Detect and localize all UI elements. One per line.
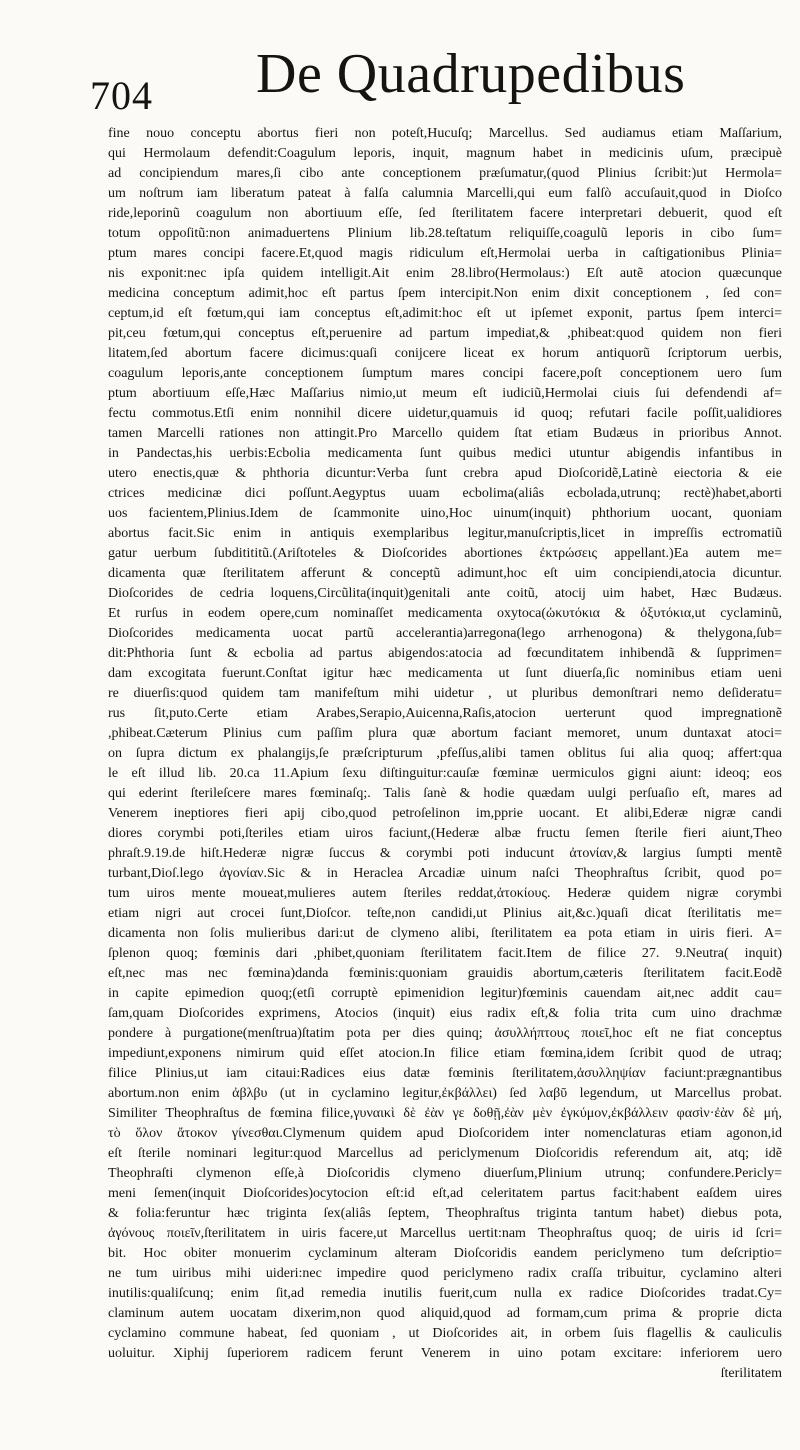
text-line: ride,leporinũ coagulum non abortiuum eſſe, ſed ſterilitatem facere interpretari debuerit, quod eſt	[108, 206, 782, 221]
text-line: ἀγόνους ποιεῖν,ſterilitatem in uiris facere,ut Marcellus uertit:nam Theophraſtus quoq; de uiris id ſcri=	[108, 1226, 782, 1241]
text-line: abortus facit.Sic enim in antiquis exemplaribus legitur,manuſcriptis,licet in impreſſis ectromatiũ	[108, 526, 782, 541]
text-line: re diuerſis:quod quidem tam manifeſtum mihi uidetur , ut pluribus demonſtrari nemo deſideratu=	[108, 686, 782, 701]
text-line: ,phibeat.Cæterum Plinius cum paſſim plura quæ abortum faciant memoret, unum duntaxat atoci=	[108, 726, 782, 741]
text-line: in Pandectas,his uerbis:Ecbolia medicamenta ſunt quibus medici utuntur abigendis infantibus in	[108, 446, 782, 461]
text-line: abortum.non enim ἀβλβυ (ut in cyclamino legitur,ἐκβάλλει) ſed λαβῦ legendum, ut Marcellus probat.	[108, 1086, 782, 1101]
text-line: ſterilitatem	[720, 1366, 782, 1381]
text-line: Venerem ineptiores fieri apij cibo,quod petroſelinon im,pprie uocant. Et alibi,Ederæ nigræ candi	[108, 806, 782, 821]
text-line: dicamenta quæ ſterilitatem afferunt & conceptũ adimunt,hoc eſt uim concipiendi,atocia dicuntur.	[108, 566, 782, 581]
text-line: ptum abortiuum eſſe,Hæc Maſſarius nimio,ut meum eſt iudiciũ,Hermolai ciuis ſui defendendi af=	[108, 386, 782, 401]
text-line: le eſt illud lib. 20.ca 11.Apium ſexu diſtinguitur:cauſæ fœminæ uermiculos gigni aiunt: ideoq; eos	[108, 766, 782, 781]
text-line: qui ederint ſterileſcere mares fœminaſq;. Talis ſanè & hodie quædam uulgi perſuaſio eſt, mares ad	[108, 786, 782, 801]
text-line: gatur uerbum ſubditititũ.(Ariſtoteles & Dioſcorides abortiones ἐκτρώσεις appellant.)Ea autem me=	[108, 546, 782, 561]
text-line: bit. Hoc obiter monuerim cyclaminum alteram Dioſcoridis eandem periclymeno tum deſcriptio=	[108, 1246, 782, 1261]
text-line: impediunt,exponens nimirum quid eſſet atocion.In filice etiam fœmina,idem ſcribit quod de utraq;	[108, 1046, 782, 1061]
text-line: nis exponit:nec ipſa quidem intelligit.Ait enim 28.libro(Hermolaus:) Eſt autẽ atocion quæcunque	[108, 266, 782, 281]
text-line: diores corymbi poti,ſteriles etiam uiros faciunt,(Hederæ albæ fructu ſemen ſterile fieri aiunt,Theo	[108, 826, 782, 841]
text-line: phraſt.9.19.de hiſt.Hederæ nigræ ſuccus & corymbi poti inducunt ἀτονίαν,& largius ſumpti mentẽ	[108, 846, 782, 861]
text-line: in capite epimedion quoq;(etſi corruptè epimenidion legitur)fœminis cauendam ait,nec addit cau=	[108, 986, 782, 1001]
text-line: um noſtrum iam liberatum pateat à falſa calumnia Marcelli,qui eum falſò accuſauit,quod in Dioſco	[108, 186, 782, 201]
page-header	[0, 43, 800, 126]
text-line: on ſupra dictum ex phalangijs,ſe præſcripturum ,pfeſſus,alibi tamen oblitus ſui alia quoq; affert:qua	[108, 746, 782, 761]
text-line: etiam nigri aut crocei ſunt,Dioſcor. teſte,non candidi,ut Plinius ait,&c.)quaſi dicat ſterilitatis me=	[108, 906, 782, 921]
text-line: coagulum leporis,ante conceptionem ſumptum mares concipi facere,poſt conceptionem uero ſum	[108, 366, 782, 381]
text-line: medicina conceptum adimit,hoc eſt partus ſpem intercipit.Non enim dixit conceptionem , ſed con=	[108, 286, 782, 301]
text-line: fectu commotus.Etſi enim nonnihil dicere uidetur,quamuis id quoq; refutari facile poſſit,ualidiores	[108, 406, 782, 421]
page-number: 704	[90, 73, 153, 118]
text-line: turbant,Dioſ.lego ἀγονίαν.Sic & in Heraclea Arcadiæ uinum naſci Theophraſtus ſcribit, quod po=	[108, 866, 782, 881]
text-line: meni ſemen(inquit Dioſcorides)ocytocion eſt:id eſt,ad celeritatem partus facit:habent eaſdem uires	[108, 1186, 782, 1201]
text-line: ptum mares concipi facere.Et,quod magis ridiculum eſt,Hermolai uerba in caſtigationibus Plinia=	[108, 246, 782, 261]
text-line: dit:Phthoria ſunt & ecbolia ad partus abigendos:atocia ad fœcunditatem inhibendã & ſupprimen=	[108, 646, 782, 661]
text-line: dicamenta non ſolis mulieribus dari:ut de clymeno alibi, ſterilitatem ea pota etiam in uiris fieri. A=	[108, 926, 782, 941]
text-line: qui Hermolaum defendit:Coagulum leporis, inquit, magnum habet in medicinis uſum, præcipuè	[108, 146, 782, 161]
text-line: utero enectis,quæ & phthoria dicuntur:Verba ſunt crebra apud Dioſcoridẽ,Latinè eiectoria & eie	[108, 466, 782, 481]
text-line: ſplenon quoq; fœminis dari ,phibet,quoniam ſterilitatem facit.Item de filice 27. 9.Neutra( inquit)	[108, 946, 782, 961]
text-line: Dioſcorides medicamenta uocat partũ accelerantia)arregona(lego arrhenogona) & thelygona,ſub=	[108, 626, 782, 641]
text-line: & folia:feruntur hæc triginta ſex(aliâs ſeptem, Theophraſtus triginta tantum habet) diebus pota,	[108, 1206, 782, 1221]
text-line: eſt ſterile nominari legitur:quod Marcellus ad periclymenum Dioſcoridis referendum ait, atq; idẽ	[108, 1146, 782, 1161]
body-text	[108, 124, 782, 1384]
text-line: inutilis:qualiſcunq; enim ſit,ad remedia inutilis fuerit,cum nulla ex radice Dioſcorides tradat.Cy=	[108, 1286, 782, 1301]
text-line: eſt,nec mas nec fœmina)danda fœminis:quoniam grauidis abortum,cæteris ſterilitatem facit.Eodẽ	[108, 966, 782, 981]
text-line: litatem,ſed abortum facere dicimus:quaſi conijcere liceat ex horum antiquorũ ſcriptorum uerbis,	[108, 346, 782, 361]
text-line: fine nouo conceptu abortus fieri non poteſt,Hucuſq; Marcellus. Sed audiamus etiam Maſſarium,	[108, 126, 782, 141]
text-line: Dioſcorides de cedria loquens,Circũlita(inquit)genitali ante coitũ, atocij uim habet, Hæc Budæus.	[108, 586, 782, 601]
text-line: ctrices medicinæ dici poſſunt.Aegyptus uuam ecbolima(aliâs ecbolada,utrunq; rectè)habet,aborti	[108, 486, 782, 501]
text-line: pit,ceu fœtum,qui conceptus eſt,peruenire ad partum impediat,& ,phibeat:quod quidem non fieri	[108, 326, 782, 341]
text-line: uoluitur. Xiphij ſuperiorem radicem ferunt Venerem in uino potam excitare: inferiorem uero	[108, 1346, 782, 1361]
text-line: ne tum uiribus mihi uideri:nec impedire quod periclymeno radix craſſa tribuitur, cyclamino alteri	[108, 1266, 782, 1281]
text-line: uos facientem,Plinius.Idem de ſcammonite uino,Hoc uinum(inquit) phthorium uocant, quoniam	[108, 506, 782, 521]
text-line: ad concipiendum mares,ſi cibo ante conceptionem præſumatur,(quod Plinius ſcribit:)ut Hermola=	[108, 166, 782, 181]
text-line: pondere à purgatione(menſtrua)ſtatim pota per dies quinq; ἀσυλλήπτους ποιεῖ,hoc eſt ne fiat conceptus	[108, 1026, 782, 1041]
text-line: ceptum,id eſt fœtum,qui iam conceptus eſt,adimit:hoc eſt ut ipſemet exponit, partus ſpem interci=	[108, 306, 782, 321]
text-line: Theophraſti clymenon eſſe,à Dioſcoridis clymeno diuerſum,Plinium utrunq; confundere.Pericly=	[108, 1166, 782, 1181]
running-title: De Quadrupedibus	[256, 43, 686, 105]
text-line: dam excogitata fuerunt.Conſtat igitur hæc medicamenta ut ſunt diuerſa,ſic nominibus etiam ueni	[108, 666, 782, 681]
text-line: filice Plinius,ut iam citaui:Radices eius datæ fœminis ſterilitatem,ἀσυλληψίαν faciunt:prægnantibus	[108, 1066, 782, 1081]
text-line: rus ſit,puto.Certe etiam Arabes,Serapio,Auicenna,Raſis,atocion uerterunt quod impregnationẽ	[108, 706, 782, 721]
text-line: τὸ ὅλον ἄτοκον γίνεσθαι.Clymenum quidem apud Dioſcoridem inter nomenclaturas etiam agonon,id	[108, 1126, 782, 1141]
text-line: cyclamino commune habeat, ſed quoniam , ut Dioſcorides ait, in orbem ſuis flagellis & cauliculis	[108, 1326, 782, 1341]
text-line: tamen Marcelli rationes non attingit.Pro Marcello quidem ſtat etiam Budæus in prioribus Annot.	[108, 426, 782, 441]
text-line: Similiter Theophraſtus de fœmina filice,γυναικὶ δὲ ἐὰν γε δοθῇ,ἐὰν μὲν ἐγκύμον,ἐκβάλλειν φασὶν·ἐὰν δὲ μή,	[108, 1106, 782, 1121]
text-line: claminum autem uocatam dixerim,non quod aliquid,quod ad formam,cum prima & proprie dicta	[108, 1306, 782, 1321]
text-line: Et rurſus in eodem opere,cum nominaſſet medicamenta oxytoca(ὠκυτόκια & ὀξυτόκια,ut cyclaminũ,	[108, 606, 782, 621]
text-line: tum uiros mente moueat,mulieres autem ſteriles reddat,ἀτοκίους. Hederæ quidem nigræ corymbi	[108, 886, 782, 901]
text-line: ſam,quam Dioſcorides exprimens, Atocios (inquit) eius radix eſt,& folia trita cum uino drachmæ	[108, 1006, 782, 1021]
text-line: totum oppoſitũ:non animaduertens Plinium lib.28.teſtatum reliquiſſe,coagulũ leporis in cibo ſum=	[108, 226, 782, 241]
